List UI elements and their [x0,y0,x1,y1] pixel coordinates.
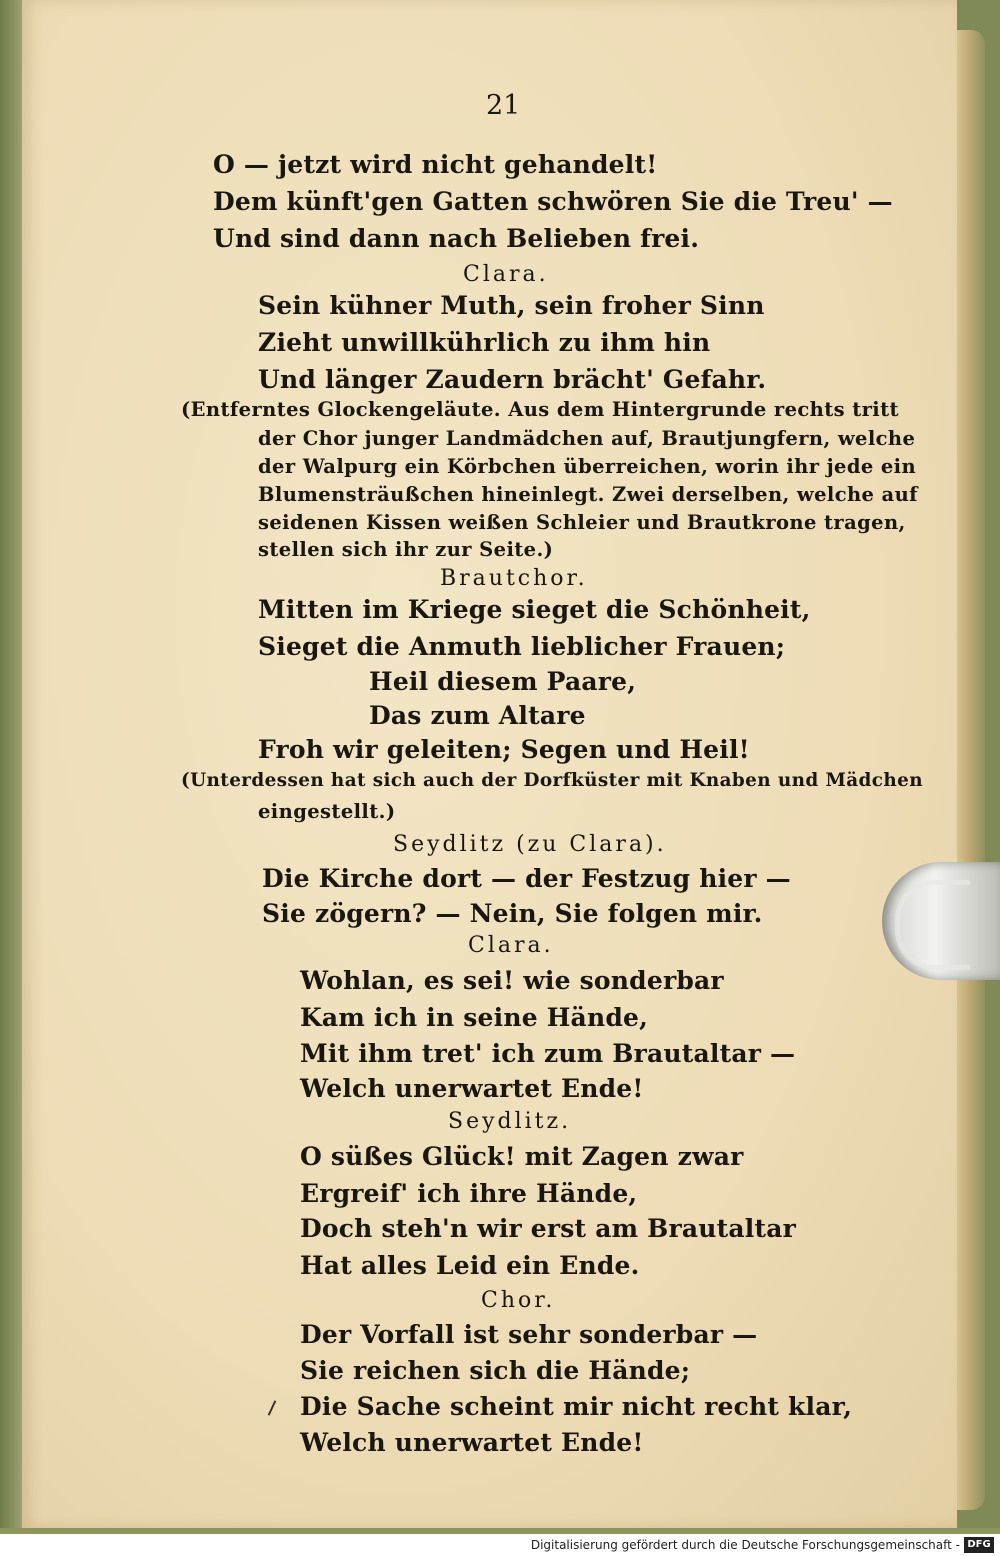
stage-direction: Blumensträußchen hineinlegt. Zwei derselben, welche auf [258,483,918,506]
binding-board-left [0,0,24,1556]
page-edge-right [955,30,985,1510]
stage-direction: seidenen Kissen weißen Schleier und Brautkrone tragen, [258,511,906,534]
text-line: Und sind dann nach Belieben frei. [213,224,700,253]
stage-direction: (Entferntes Glockengeläute. Aus dem Hintergrunde rechts tritt [181,398,899,421]
text-line: Das zum Altare [369,701,586,730]
text-line: Zieht unwillkührlich zu ihm hin [258,328,711,357]
text-line: Sie zögern? — Nein, Sie folgen mir. [262,899,763,928]
text-line: Dem künft'gen Gatten schwören Sie die Treu' — [213,187,893,216]
stage-direction: der Chor junger Landmädchen auf, Brautjungfern, welche [258,427,916,450]
speaker-name: Brautchor. [440,566,588,591]
dfg-logo: DFG [964,1537,994,1553]
stage-direction: stellen sich ihr zur Seite.) [258,538,554,561]
text-line: O süßes Glück! mit Zagen zwar [300,1142,744,1171]
speaker-name: Clara. [468,933,554,958]
text-line: Welch unerwartet Ende! [300,1074,644,1103]
stage-direction: eingestellt.) [258,800,396,823]
stage-direction: (Unterdessen hat sich auch der Dorfküster mit Knaben und Mädchen [181,770,924,791]
stage-direction: der Walpurg ein Körbchen überreichen, worin ihr jede ein [258,455,917,478]
text-line: Ergreif' ich ihre Hände, [300,1179,638,1208]
page-clip-highlight [895,880,970,970]
text-line: Hat alles Leid ein Ende. [300,1251,640,1280]
text-line: Sein kühner Muth, sein froher Sinn [258,291,765,320]
speaker-name: Clara. [463,262,549,287]
page-number: 21 [486,90,521,121]
funding-credit: Digitalisierung gefördert durch die Deutsche Forschungsgemeinschaft - [530,1538,960,1552]
text-line: Kam ich in seine Hände, [300,1003,649,1032]
text-line: Der Vorfall ist sehr sonderbar — [300,1320,758,1349]
text-line: Welch unerwartet Ende! [300,1428,644,1457]
text-line: Froh wir geleiten; Segen und Heil! [258,735,750,764]
text-line: Die Sache scheint mir nicht recht klar, [300,1392,853,1421]
text-line: Sie reichen sich die Hände; [300,1356,691,1385]
text-line: Mit ihm tret' ich zum Brautaltar — [300,1039,796,1068]
text-line: Heil diesem Paare, [369,667,637,696]
text-line: Wohlan, es sei! wie sonderbar [300,966,724,995]
speaker-name: Seydlitz. [448,1109,572,1134]
text-line: Und länger Zaudern brächt' Gefahr. [258,365,767,394]
text-line: Doch steh'n wir erst am Brautaltar [300,1214,796,1243]
text-line: Sieget die Anmuth lieblicher Frauen; [258,632,786,661]
text-line: Mitten im Kriege sieget die Schönheit, [258,595,811,624]
speaker-name: Seydlitz (zu Clara). [393,832,667,857]
speaker-name: Chor. [481,1288,556,1313]
text-line: O — jetzt wird nicht gehandelt! [213,150,658,179]
text-line: Die Kirche dort — der Festzug hier — [262,864,791,893]
